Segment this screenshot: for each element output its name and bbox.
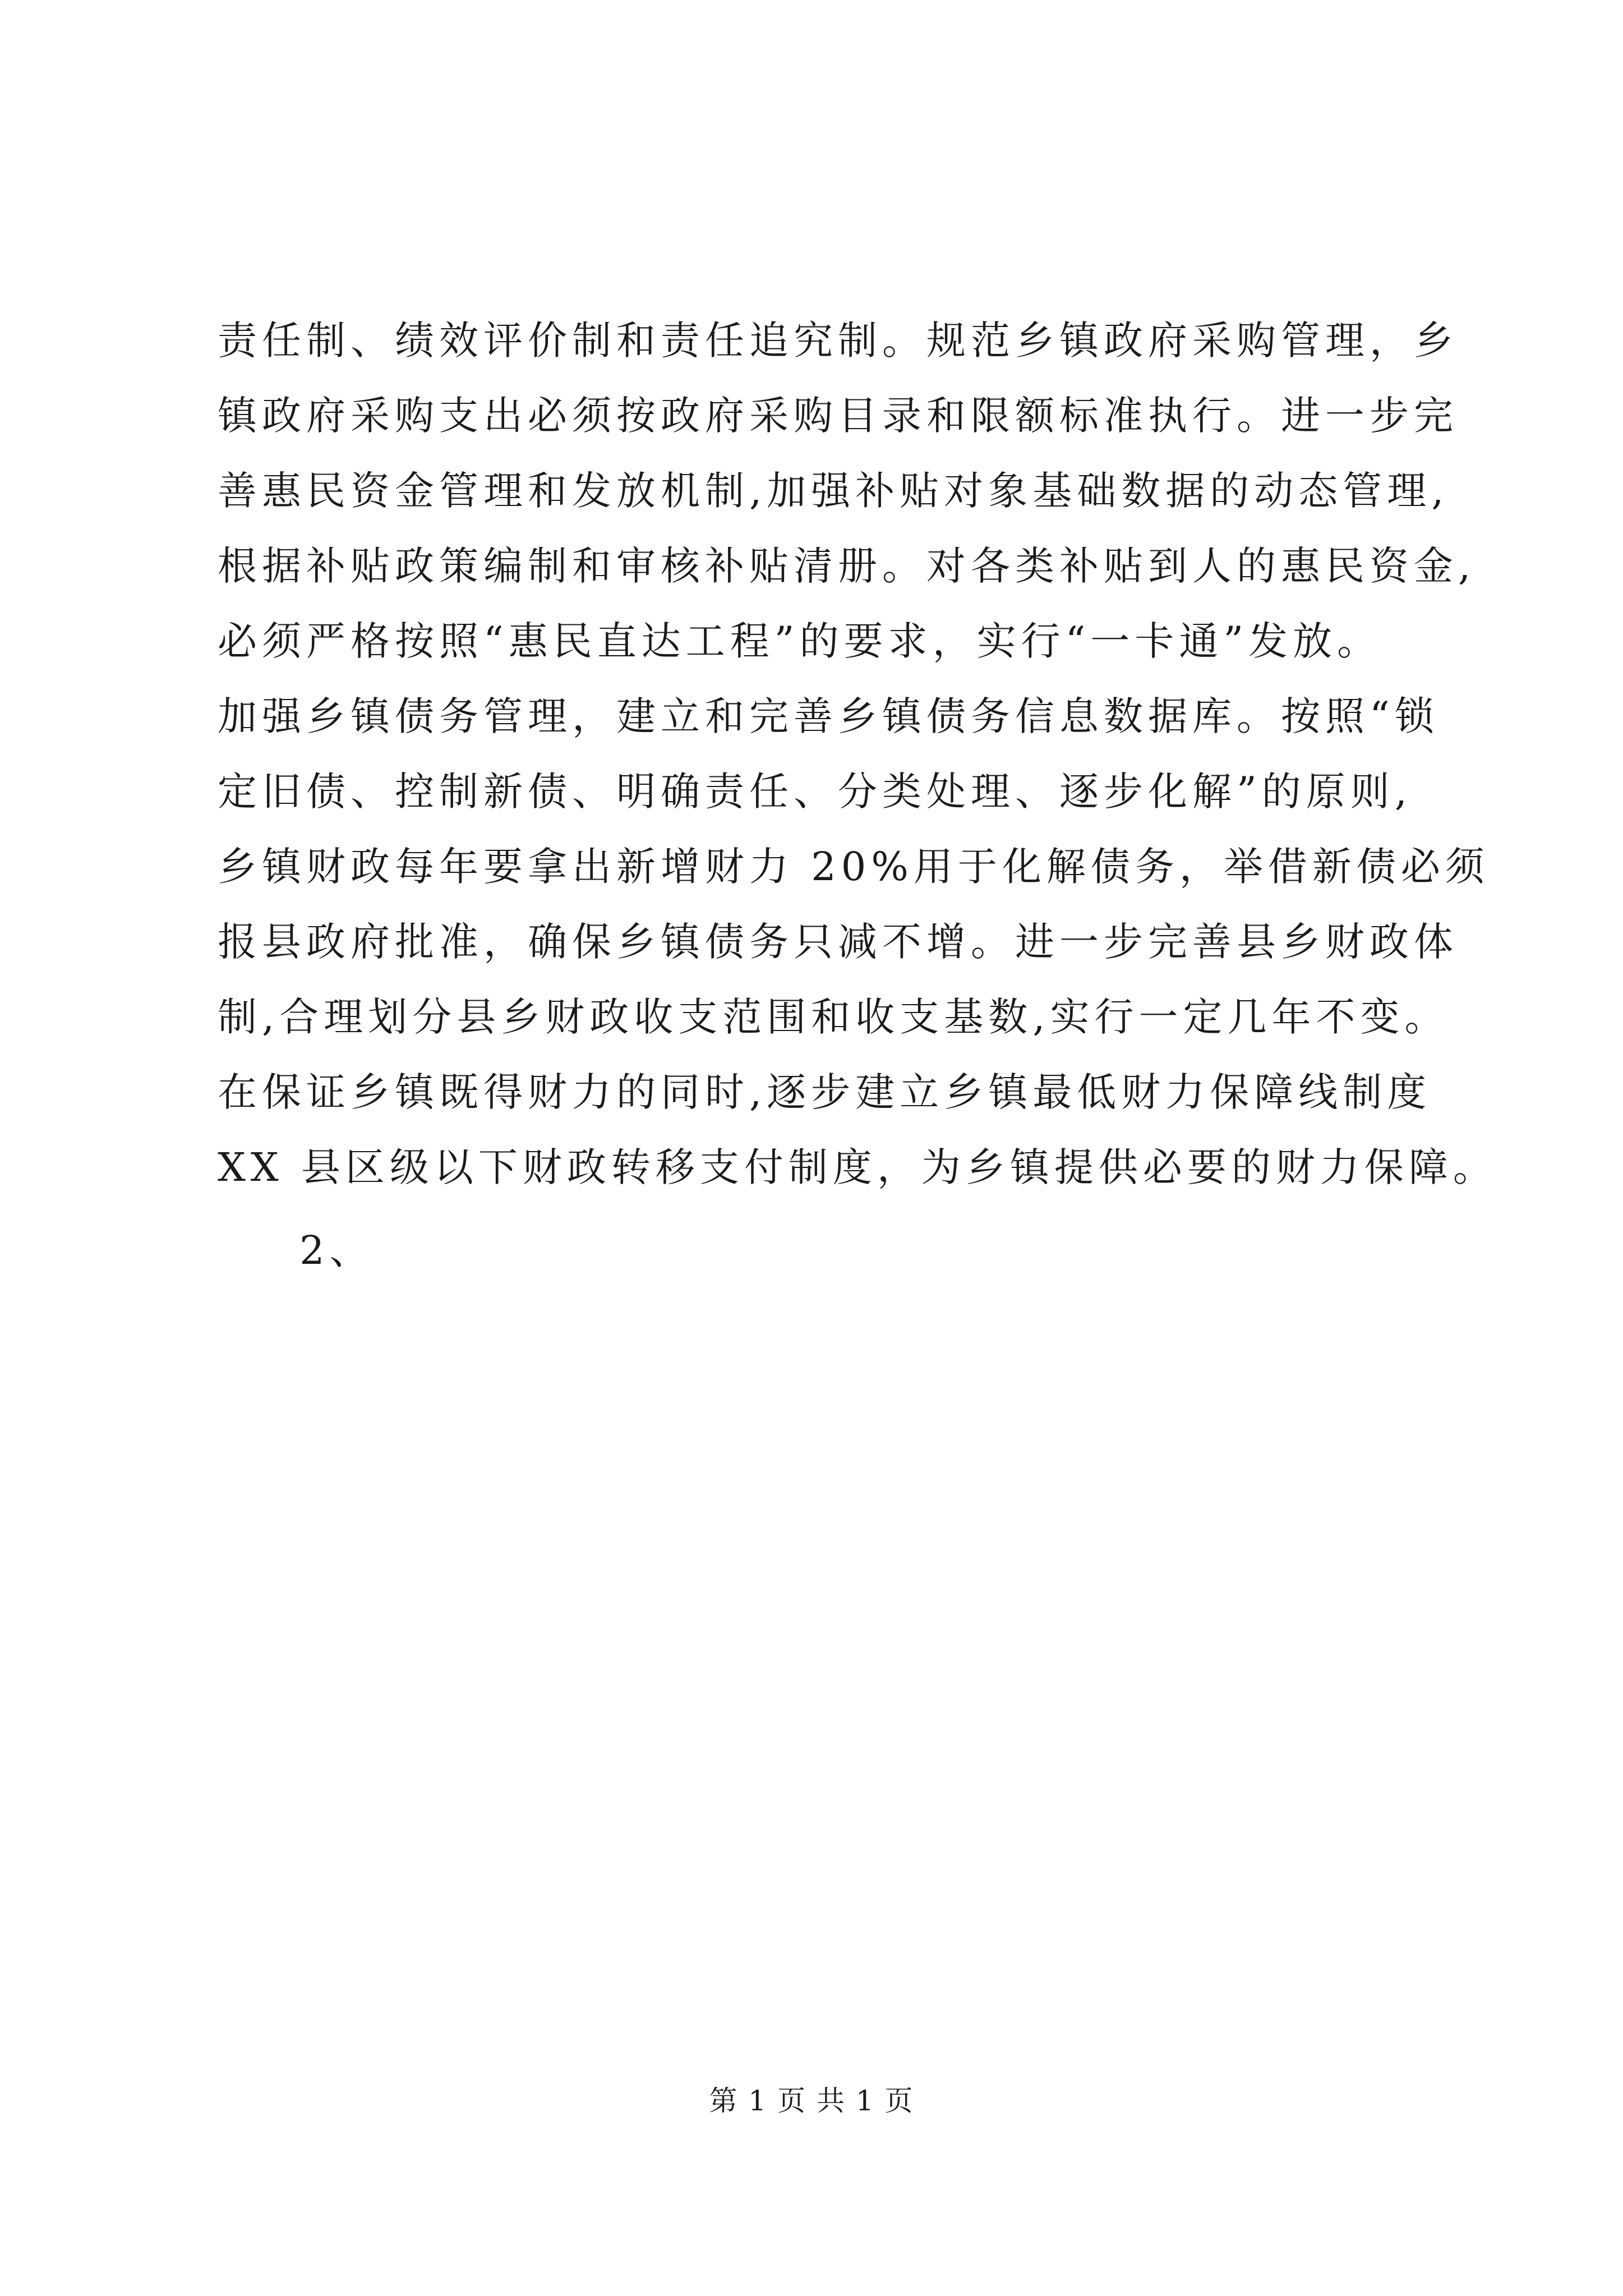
text-line: XX 县区级以下财政转移支付制度，为乡镇提供必要的财力保障。 xyxy=(218,1144,1497,1190)
text-line: 善惠民资金管理和发放机制,加强补贴对象基础数据的动态管理, xyxy=(218,468,1449,514)
text-line: 在保证乡镇既得财力的同时,逐步建立乡镇最低财力保障线制度 xyxy=(218,1069,1432,1115)
text-line: 乡镇财政每年要拿出新增财力 20%用于化解债务，举借新债必须 xyxy=(218,844,1490,890)
text-line: 镇政府采购支出必须按政府采购目录和限额标准执行。进一步完 xyxy=(218,393,1458,439)
text-line: 报县政府批准，确保乡镇债务只减不增。进一步完善县乡财政体 xyxy=(218,919,1458,965)
text-line: 必须严格按照“惠民直达工程”的要求，实行“一卡通”发放。 xyxy=(218,618,1382,664)
text-line: 制,合理划分县乡财政收支范围和收支基数,实行一定几年不变。 xyxy=(218,994,1449,1040)
list-marker: 2、 xyxy=(299,1227,374,1273)
page-footer: 第 1 页 共 1 页 xyxy=(709,2085,914,2117)
text-line: 根据补贴政策编制和审核补贴清册。对各类补贴到人的惠民资金, xyxy=(218,543,1476,589)
text-line: 责任制、绩效评价制和责任追究制。规范乡镇政府采购管理，乡 xyxy=(218,318,1458,364)
body-paragraph xyxy=(218,303,1507,1288)
text-line: 定旧债、控制新债、明确责任、分类处理、逐步化解”的原则, xyxy=(218,769,1413,815)
text-line: 加强乡镇债务管理，建立和完善乡镇债务信息数据库。按照“锁 xyxy=(218,693,1439,739)
